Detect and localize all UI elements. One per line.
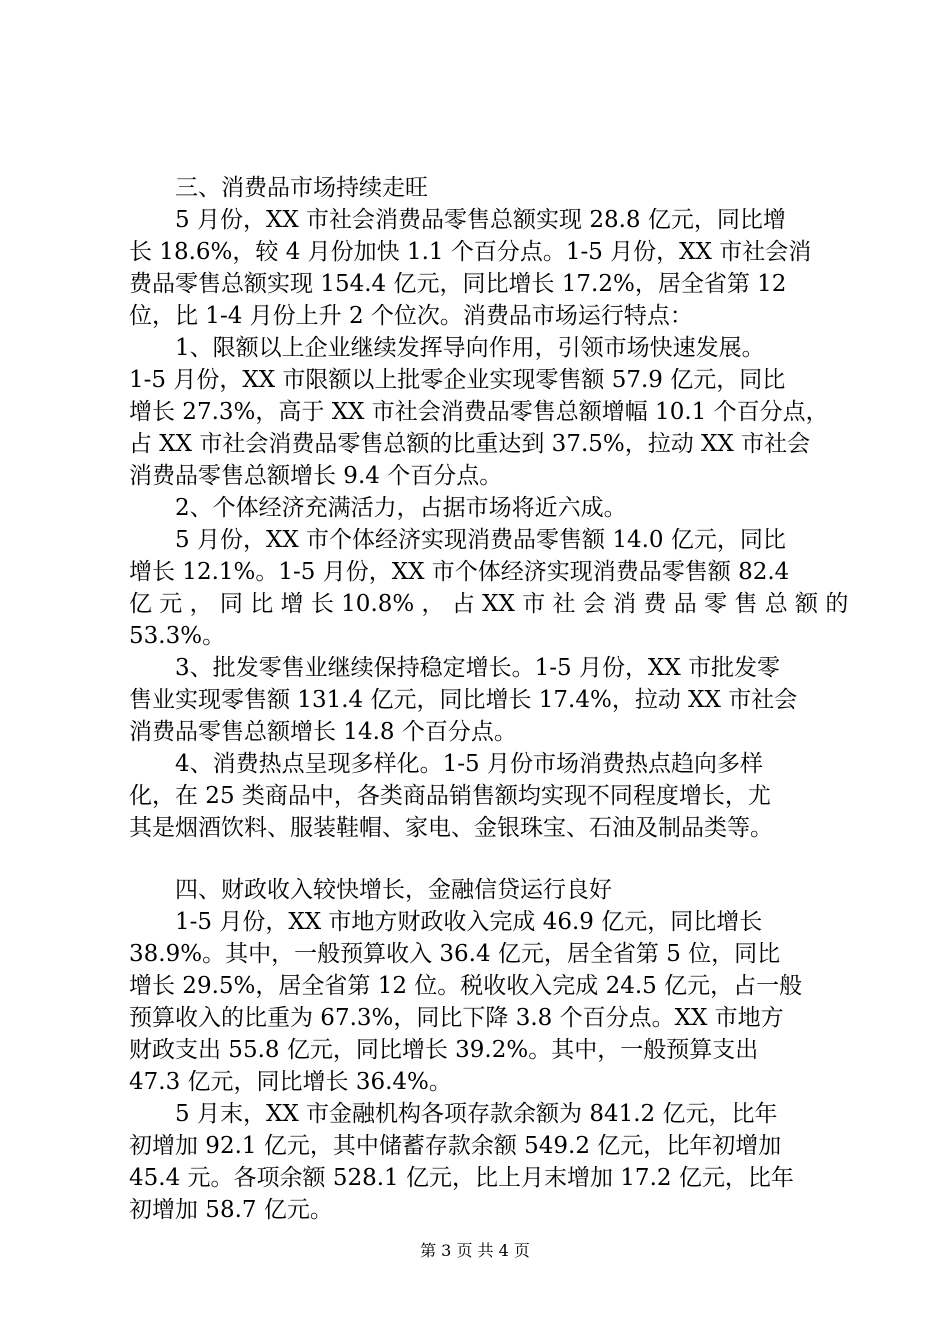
text-line: 位，比 1-4 月份上升 2 个位次。消费品市场运行特点：: [129, 303, 693, 329]
document-body: [129, 172, 849, 1226]
text-line: 消费品零售总额增长 9.4 个百分点。: [129, 463, 503, 489]
text-line: 占 XX 市社会消费品零售总额的比重达到 37.5%，拉动 XX 市社会: [129, 431, 811, 457]
text-line: 1-5 月份，XX 市地方财政收入完成 46.9 亿元，同比增长: [175, 909, 763, 935]
text-line: 53.3%。: [129, 623, 226, 649]
text-line: 预算收入的比重为 67.3%，同比下降 3.8 个百分点。XX 市地方: [129, 1005, 784, 1031]
paragraph: [129, 748, 835, 844]
text-line: 化，在 25 类商品中，各类商品销售额均实现不同程度增长，尤: [129, 783, 771, 809]
text-line: 2、个体经济充满活力，占据市场将近六成。: [175, 495, 627, 521]
text-line: 长 18.6%，较 4 月份加快 1.1 个百分点。1-5 月份，XX 市社会消: [129, 239, 812, 265]
text-line: 1、限额以上企业继续发挥导向作用，引领市场快速发展。: [175, 335, 765, 361]
text-line: 5 月份，XX 市个体经济实现消费品零售额 14.0 亿元，同比: [175, 527, 786, 553]
text-line: 费品零售总额实现 154.4 亿元，同比增长 17.2%，居全省第 12: [129, 271, 787, 297]
text-line: 初增加 92.1 亿元，其中储蓄存款余额 549.2 亿元，比年初增加: [129, 1133, 782, 1159]
text-line: 38.9%。其中，一般预算收入 36.4 亿元，居全省第 5 位，同比: [129, 941, 781, 967]
text-line: 3、批发零售业继续保持稳定增长。1-5 月份，XX 市批发零: [175, 655, 781, 681]
text-line: 消费品零售总额增长 14.8 个百分点。: [129, 719, 517, 745]
text-line: 45.4 元。各项余额 528.1 亿元，比上月末增加 17.2 亿元，比年: [129, 1165, 794, 1191]
text-line: 增长 12.1%。1-5 月份，XX 市个体经济实现消费品零售额 82.4: [129, 559, 790, 585]
text-line: 增长 27.3%，高于 XX 市社会消费品零售总额增幅 10.1 个百分点，: [129, 399, 829, 425]
paragraph: [129, 906, 835, 1098]
paragraph: [129, 524, 849, 652]
section-3-heading: 三、消费品市场持续走旺: [175, 175, 428, 201]
text-line: 5 月份，XX 市社会消费品零售总额实现 28.8 亿元，同比增: [175, 207, 786, 233]
paragraph: [129, 1098, 835, 1226]
text-line: 1-5 月份，XX 市限额以上批零企业实现零售额 57.9 亿元，同比: [129, 367, 786, 393]
paragraph: [129, 204, 835, 332]
text-line: 财政支出 55.8 亿元，同比增长 39.2%。其中，一般预算支出: [129, 1037, 759, 1063]
page-footer: [0, 1240, 950, 1262]
text-line: 亿 元 ， 同 比 增 长 10.8% ， 占 XX 市 社 会 消 费 品 零 售 总 额 的: [129, 591, 849, 617]
paragraph: [129, 332, 835, 492]
text-line: 售业实现零售额 131.4 亿元，同比增长 17.4%，拉动 XX 市社会: [129, 687, 798, 713]
text-line: 5 月末，XX 市金融机构各项存款余额为 841.2 亿元，比年: [175, 1101, 778, 1127]
section-4-heading: 四、财政收入较快增长，金融信贷运行良好: [175, 877, 612, 903]
paragraph: [129, 652, 835, 748]
text-line: 4、消费热点呈现多样化。1-5 月份市场消费热点趋向多样: [175, 751, 763, 777]
text-line: 增长 29.5%，居全省第 12 位。税收收入完成 24.5 亿元，占一般: [129, 973, 803, 999]
text-line: 47.3 亿元，同比增长 36.4%。: [129, 1069, 452, 1095]
page-number: 第 3 页 共 4 页: [420, 1241, 530, 1260]
section-spacer: [129, 844, 835, 874]
text-line: 初增加 58.7 亿元。: [129, 1197, 333, 1223]
paragraph: [129, 492, 835, 524]
text-line: 其是烟酒饮料、服装鞋帽、家电、金银珠宝、石油及制品类等。: [129, 815, 773, 841]
